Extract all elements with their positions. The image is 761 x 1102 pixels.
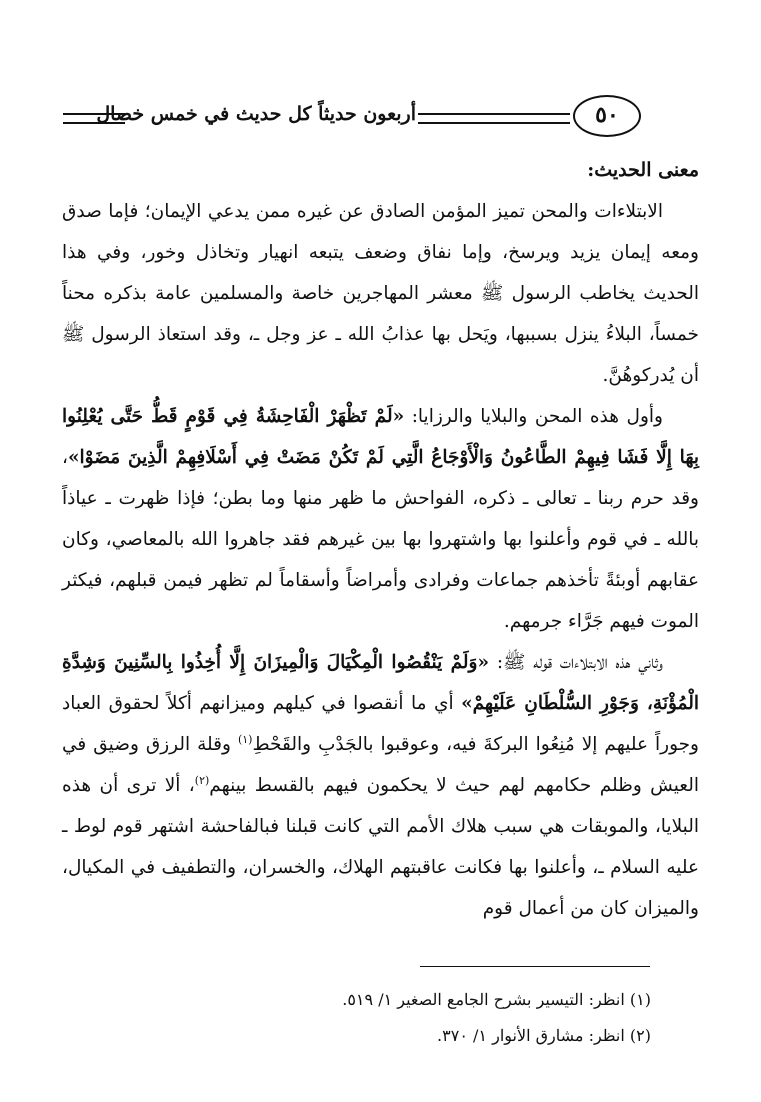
paragraph-text: أي ما أنقصوا في كيلهم وميزانهم أكلاً لحقوق العباد وجوراً عليهم إلا مُنِعُوا البركةَ فيه، وعوقبوا بالجَدْبِ والقَحْطِ xyxy=(62,693,699,755)
footnote-marker-2[interactable]: (٢) xyxy=(194,773,210,787)
footnote-1: (١) انظر: التيسير بشرح الجامع الصغير ١/ ٥١٩. xyxy=(342,990,651,1009)
paragraph-first-trial xyxy=(62,396,699,642)
header-rule-right xyxy=(418,113,570,124)
paragraph-text: ، وقد حرم ربنا ـ تعالى ـ ذكره، الفواحش ما ظهر منها وما بطن؛ فإذا ظهرت ـ عياذاً بالله ـ في قوم وأعلنوا بها واشتهروا بها بين غيرهم فقد جاهروا الله بالمعاصي، وكان عقابهم أوبئةً تأخذهم جماعات وفرادى وأمراضاً وأسقاماً لم تظهر فيمن قبلهم، فيكثر الموت فيهم جَرَّاء جرمهم. xyxy=(62,447,699,632)
page-number: ٥٠ xyxy=(573,95,641,137)
page-body xyxy=(62,150,699,929)
footnote-divider xyxy=(420,966,650,967)
hadith-quote: «لَمْ تَظْهَرْ الْفَاحِشَةُ فِي قَوْمٍ قَطُّ حَتَّى يُعْلِنُوا بِهَا إِلَّا فَشَا فِيهِمْ الطَّاعُونُ وَالْأَوْجَاعُ الَّتِي لَمْ تَكُنْ مَضَتْ فِي أَسْلَافِهِمْ الَّذِينَ مَضَوْا» xyxy=(62,406,699,468)
paragraph-text: وقلة الرزق وضيق في العيش وظلم حكامهم لهم حيث لا يحكمون فيهم بالقسط بينهم xyxy=(62,734,699,796)
running-title: أربعون حديثاً كل حديث في خمس خصال xyxy=(96,103,416,125)
page-header xyxy=(55,95,706,139)
footnotes xyxy=(62,982,651,1054)
hadith-quote: «وَلَمْ يَنْقُصُوا الْمِكْيَالَ وَالْمِيزَانَ إِلَّا أُخِذُوا بِالسِّنِينَ وَشِدَّةِ الْمُؤْنَةِ، وَجَوْرِ السُّلْطَانِ عَلَيْهِمْ» xyxy=(62,652,699,714)
footnote-2: (٢) انظر: مشارق الأنوار ١/ ٣٧٠. xyxy=(437,1026,651,1045)
paragraph-intro: الابتلاءات والمحن تميز المؤمن الصادق عن غيره ممن يدعي الإيمان؛ فإما صدق ومعه إيمان يزيد ويرسخ، وإما نفاق وضعف يتبعه انهيار وتخاذل وخور، وفي هذا الحديث يخاطب الرسول ﷺ معشر المهاجرين خاصة والمسلمين عامة بذكره محناً خمساً، البلاءُ ينزل بسببها، ويَحل بها عذابُ الله ـ عز وجل ـ، وقد استعاذ الرسول ﷺ أن يُدركوهُنَّ. xyxy=(62,201,699,386)
paragraph-text: ، ألا ترى أن هذه البلايا، والموبقات هي سبب هلاك الأمم التي كانت قبلنا فبالفاحشة اشتهر قوم لوط ـ عليه السلام ـ، وأعلنوا بها فكانت عاقبتهم الهلاك، والخسران، والتطفيف في المكيال، والميزان كان من أعمال قوم xyxy=(62,775,699,919)
paragraph-lead: وثاني هذه الابتلاءات قوله ﷺ: xyxy=(489,652,663,673)
section-heading: معنى الحديث: xyxy=(587,159,699,181)
paragraph-second-trial xyxy=(62,642,699,929)
footnote-marker-1[interactable]: (١) xyxy=(237,732,253,746)
paragraph-lead: وأول هذه المحن والبلايا والرزايا: xyxy=(404,406,663,427)
